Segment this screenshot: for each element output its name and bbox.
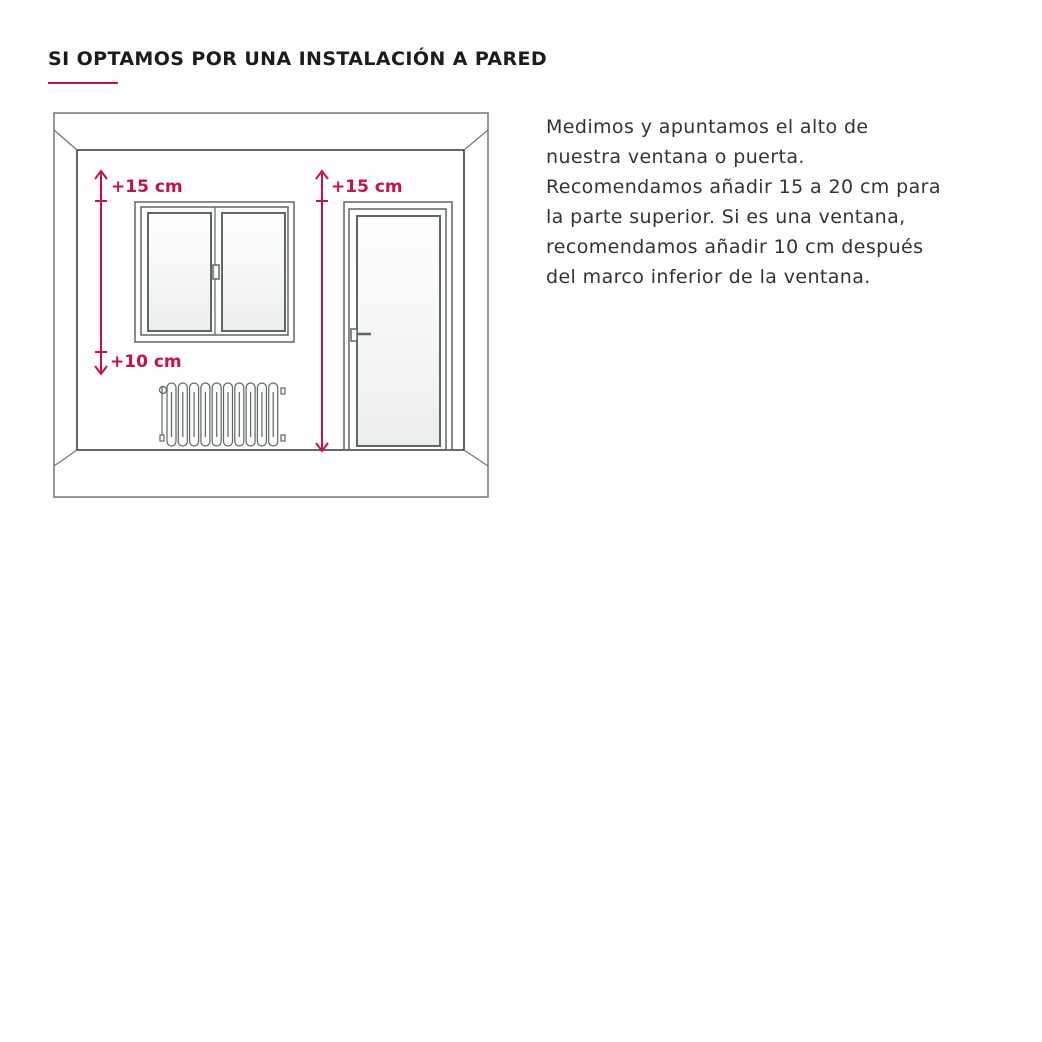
- description-line: nuestra ventana o puerta.: [546, 146, 805, 168]
- radiator-valve: [160, 387, 167, 394]
- description-line: la parte superior. Si es una ventana,: [546, 206, 906, 228]
- description: [546, 112, 1006, 292]
- door-top-label: +15 cm: [331, 177, 403, 197]
- window-icon: [135, 202, 294, 342]
- description-line: Recomendamos añadir 15 a 20 cm para: [546, 176, 941, 198]
- door-icon: [344, 202, 452, 450]
- window-top-label: +15 cm: [111, 177, 183, 197]
- window-bottom-label: +10 cm: [110, 352, 182, 372]
- description-line: del marco inferior de la ventana.: [546, 266, 871, 288]
- description-line: recomendamos añadir 10 cm después: [546, 236, 924, 258]
- radiator-icon: [160, 383, 286, 446]
- page-title: SI OPTAMOS POR UNA INSTALACIÓN A PARED: [48, 48, 548, 70]
- description-line: Medimos y apuntamos el alto de: [546, 116, 869, 138]
